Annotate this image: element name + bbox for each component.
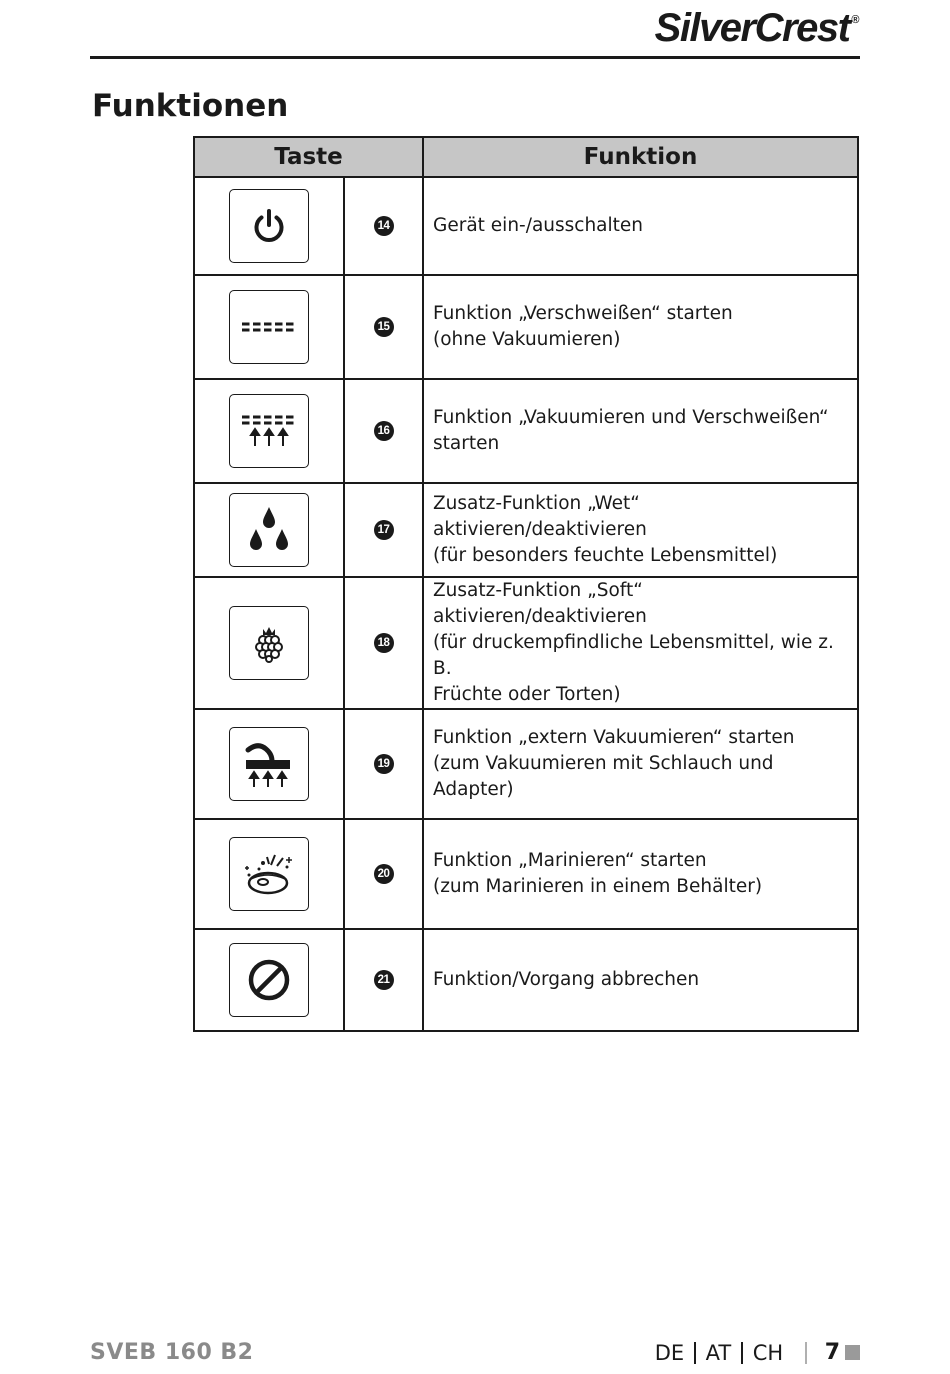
power-icon	[249, 206, 289, 246]
seal-icon	[241, 320, 297, 334]
key-button	[229, 943, 309, 1017]
description-line: (zum Vakuumieren mit Schlauch und Adapter)	[433, 753, 774, 800]
key-button	[229, 189, 309, 263]
registered-mark: ®	[851, 14, 858, 26]
table-row	[194, 379, 858, 483]
key-cell	[194, 709, 344, 819]
number-cell	[344, 177, 423, 275]
country-ch: CH	[752, 1340, 784, 1365]
table-row	[194, 483, 858, 577]
item-number-badge: 21	[374, 970, 394, 990]
description-line: Funktion „Marinieren“ starten	[433, 850, 707, 871]
number-cell	[344, 483, 423, 577]
key-cell	[194, 275, 344, 379]
number-cell	[344, 929, 423, 1031]
item-number-badge: 16	[374, 421, 394, 441]
key-cell	[194, 379, 344, 483]
item-number-badge: 18	[374, 633, 394, 653]
number-cell	[344, 275, 423, 379]
function-description	[423, 483, 858, 577]
divider	[741, 1342, 743, 1364]
model-number: SVEB 160 B2	[90, 1340, 254, 1365]
key-cell	[194, 819, 344, 929]
key-button	[229, 606, 309, 680]
header-function: Funktion	[423, 137, 858, 177]
function-description	[423, 275, 858, 379]
function-description	[423, 819, 858, 929]
description-line: Funktion „extern Vakuumieren“ starten	[433, 727, 795, 748]
description-line: Früchte oder Torten)	[433, 684, 621, 705]
table-row	[194, 819, 858, 929]
description-line: Gerät ein-/ausschalten	[433, 215, 644, 236]
country-de: DE	[654, 1340, 685, 1365]
description-line: Zusatz-Funktion „Wet“ aktivieren/deaktivieren	[433, 493, 647, 540]
header-key: Taste	[194, 137, 423, 177]
page-number: 7	[824, 1340, 840, 1365]
key-button	[229, 493, 309, 567]
function-description	[423, 709, 858, 819]
function-description	[423, 929, 858, 1031]
divider	[805, 1342, 807, 1364]
brand-logo: SilverCrest ®	[654, 6, 858, 50]
number-cell	[344, 577, 423, 709]
country-at: AT	[705, 1340, 732, 1365]
table-row	[194, 275, 858, 379]
number-cell	[344, 379, 423, 483]
divider	[694, 1342, 696, 1364]
vacuum-seal-icon	[241, 414, 297, 448]
table-row	[194, 577, 858, 709]
key-cell	[194, 577, 344, 709]
function-description	[423, 177, 858, 275]
raspberry-icon	[249, 623, 289, 663]
key-cell	[194, 177, 344, 275]
number-cell	[344, 819, 423, 929]
marinate-icon	[241, 849, 297, 899]
key-button	[229, 727, 309, 801]
header-rule	[90, 56, 860, 59]
footer-nav	[655, 1340, 860, 1365]
key-cell	[194, 483, 344, 577]
table-header-row	[194, 137, 858, 177]
description-line: (für besonders feuchte Lebensmittel)	[433, 545, 778, 566]
key-button	[229, 837, 309, 911]
table-row	[194, 177, 858, 275]
description-line: Funktion „Verschweißen“ starten	[433, 303, 733, 324]
item-number-badge: 20	[374, 864, 394, 884]
table-row	[194, 929, 858, 1031]
key-button	[229, 394, 309, 468]
item-number-badge: 14	[374, 216, 394, 236]
page-title: Funktionen	[92, 88, 289, 124]
key-button	[229, 290, 309, 364]
description-line: Zusatz-Funktion „Soft“ aktivieren/deaktivieren	[433, 580, 647, 627]
description-line: (ohne Vakuumieren)	[433, 329, 621, 350]
item-number-badge: 15	[374, 317, 394, 337]
description-line: (für druckempfindliche Lebensmittel, wie z. B.	[433, 632, 834, 679]
description-line: Funktion/Vorgang abbrechen	[433, 969, 700, 990]
external-vacuum-icon	[244, 739, 294, 789]
key-cell	[194, 929, 344, 1031]
description-line: Funktion „Vakuumieren und Verschweißen“ starten	[433, 407, 829, 454]
item-number-badge: 19	[374, 754, 394, 774]
description-line: (zum Marinieren in einem Behälter)	[433, 876, 763, 897]
function-description	[423, 379, 858, 483]
page-marker	[845, 1345, 860, 1360]
cancel-icon	[246, 957, 292, 1003]
function-description	[423, 577, 858, 709]
drops-icon	[244, 505, 294, 555]
functions-table	[193, 136, 859, 1032]
item-number-badge: 17	[374, 520, 394, 540]
table-row	[194, 709, 858, 819]
number-cell	[344, 709, 423, 819]
